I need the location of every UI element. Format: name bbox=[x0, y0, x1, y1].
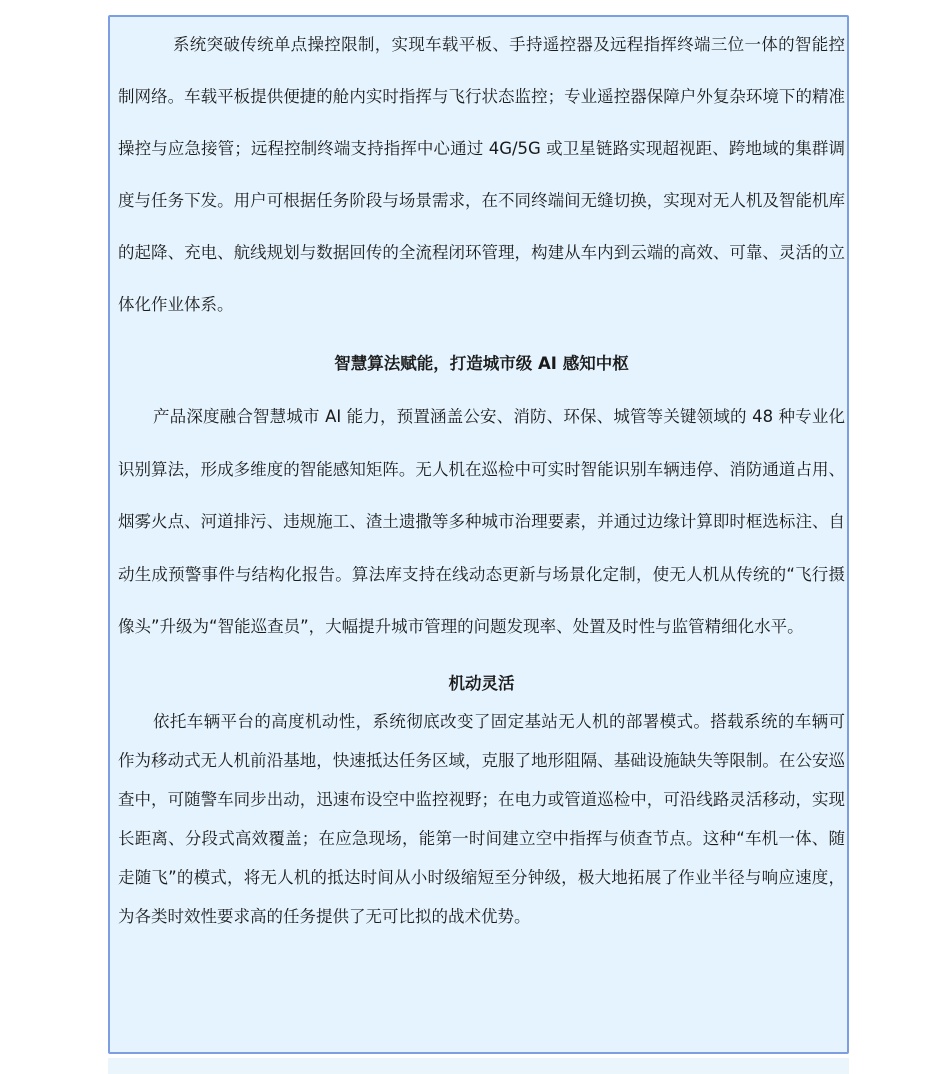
section-heading-ai-algorithms: 智慧算法赋能，打造城市级 AI 感知中枢 bbox=[334, 354, 629, 373]
section-body-mobility: 依托车辆平台的高度机动性，系统彻底改变了固定基站无人机的部署模式。搭载系统的车辆可作为移动式无人机前沿基地，快速抵达任务区域，克服了地形阻隔、基础设施缺失等限制。在公安巡查中，可随警车同步出动，迅速布设空中监控视野；在电力或管道巡检中，可沿线路灵活移动，实现长距离、分段式高效覆盖；在应急现场，能第一时间建立空中指挥与侦查节点。这种“车机一体、随走随飞”的模式，将无人机的抵达时间从小时级缩短至分钟级，极大地拓展了作业半径与响应速度，为各类时效性要求高的任务提供了无可比拟的战术优势。 bbox=[118, 711, 845, 926]
section-body-ai-algorithms: 产品深度融合智慧城市 AI 能力，预置涵盖公安、消防、环保、城管等关键领域的 48 种专业化识别算法，形成多维度的智能感知矩阵。无人机在巡检中可实时智能识别车辆违停、消防通道占用、烟雾火点、河道排污、违规施工、渣土遗撒等多种城市治理要素，并通过边缘计算即时框选标注、自动生成预警事件与结构化报告。算法库支持在线动态更新与场景化定制，使无人机从传统的“飞行摄像头”升级为“智能巡查员”，大幅提升城市管理的问题发现率、处置及时性与监管精细化水平。 bbox=[118, 407, 845, 636]
text-panel bbox=[108, 15, 849, 1054]
panel-content bbox=[118, 17, 845, 936]
panel-continuation-strip bbox=[108, 1058, 849, 1074]
section-heading-mobility: 机动灵活 bbox=[448, 673, 515, 693]
intro-paragraph: 系统突破传统单点操控限制，实现车载平板、手持遥控器及远程指挥终端三位一体的智能控制网络。车载平板提供便捷的舱内实时指挥与飞行状态监控；专业遥控器保障户外复杂环境下的精准操控与应急接管；远程控制终端支持指挥中心通过 4G/5G 或卫星链路实现超视距、跨地域的集群调度与任务下发。用户可根据任务阶段与场景需求，在不同终端间无缝切换，实现对无人机及智能机库的起降、充电、航线规划与数据回传的全流程闭环管理，构建从车内到云端的高效、可靠、灵活的立体化作业体系。 bbox=[118, 35, 845, 314]
